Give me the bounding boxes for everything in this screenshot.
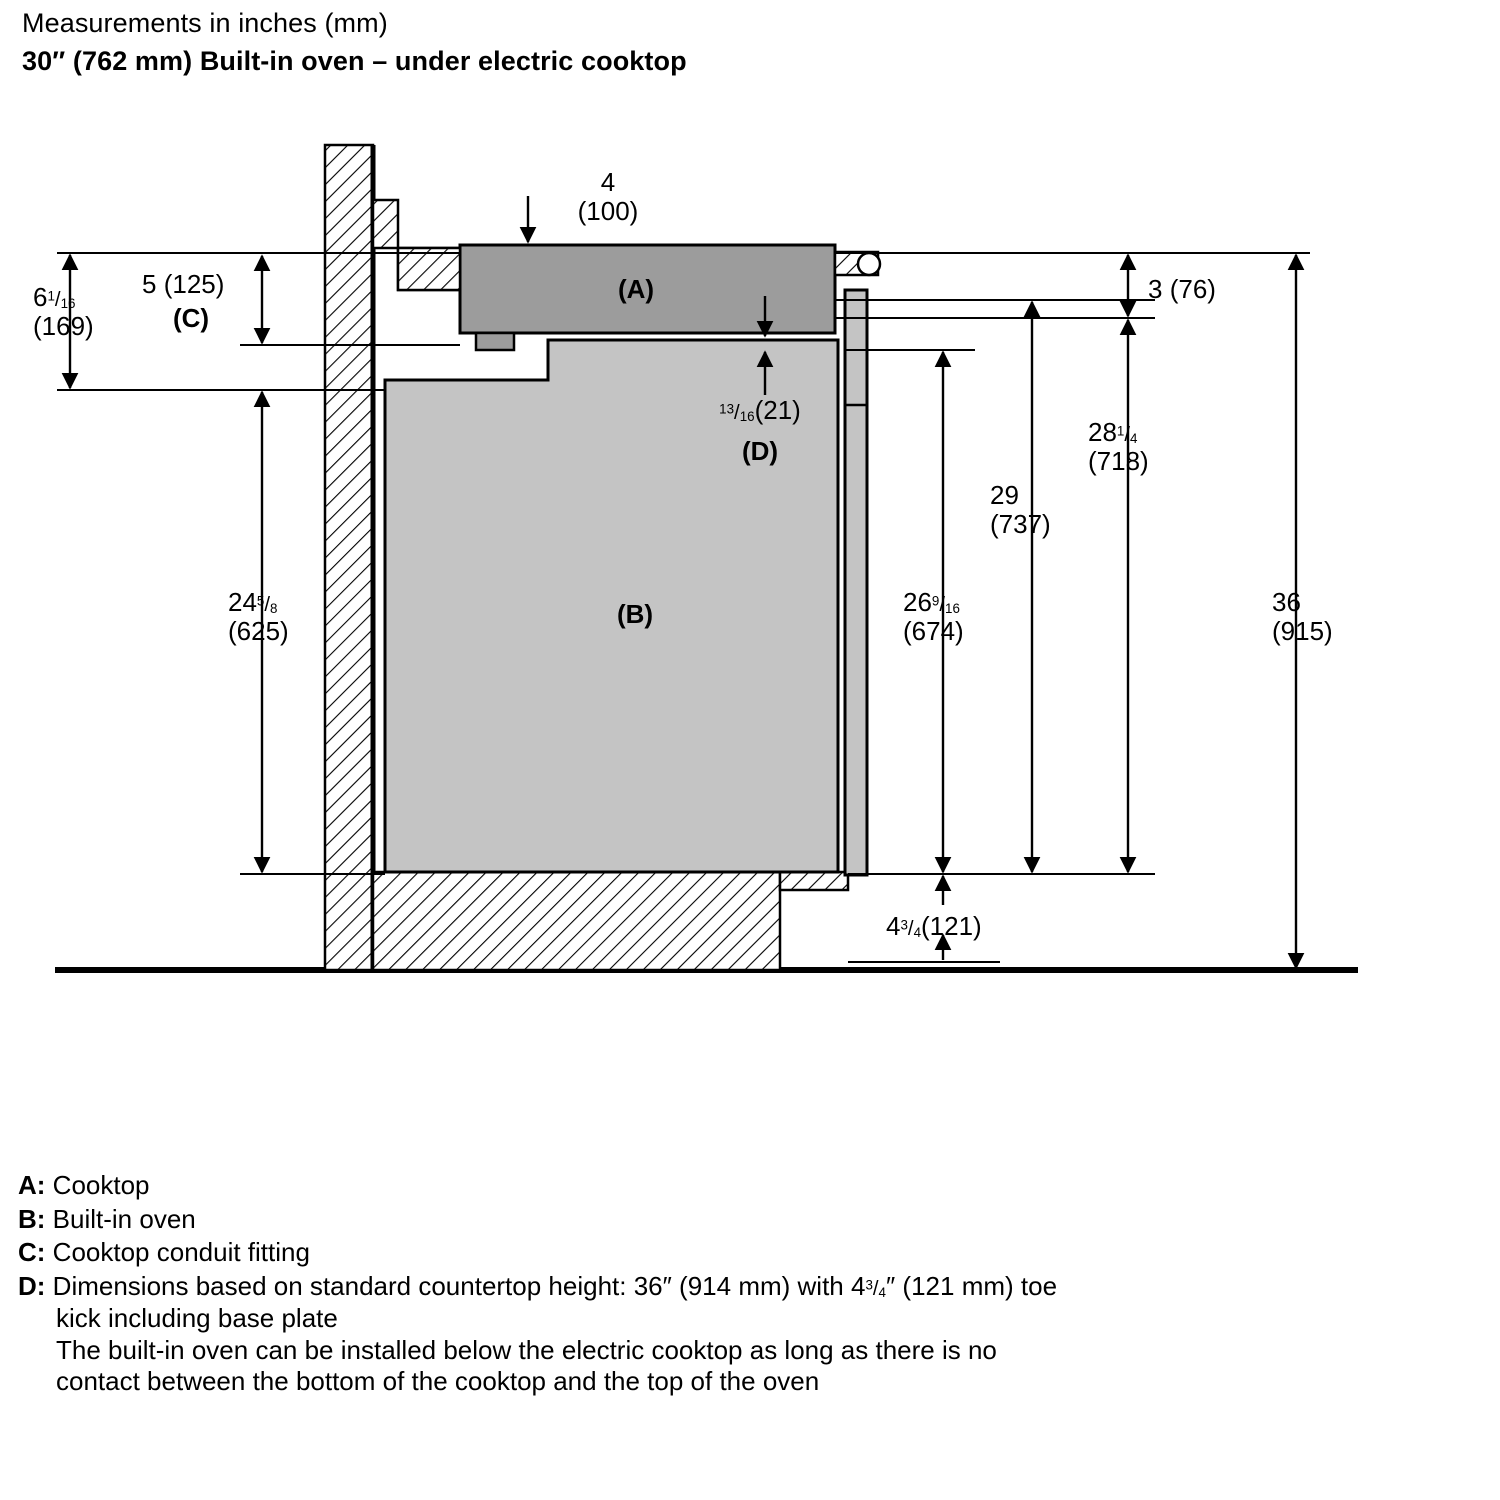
legend-text-c: Cooktop conduit fitting — [52, 1237, 310, 1268]
dim-toe-kick-label: $4^3/_4(121)$ — [886, 911, 982, 941]
legend-text-b: Built-in oven — [52, 1203, 196, 1234]
legend-key-d: D: — [18, 1271, 46, 1302]
wall-section — [325, 145, 373, 970]
legend-row-c — [18, 1237, 1478, 1269]
cooktop-foot — [476, 333, 514, 350]
legend — [18, 1170, 1478, 1400]
header-units-note: Measurements in inches (mm) — [22, 8, 388, 38]
dim-counter-height-label: 36 (915) — [1272, 587, 1333, 647]
page-title: 30″ (762 mm) Built-in oven – under electric cooktop — [22, 46, 687, 76]
legend-text-d-part2: ″ (121 mm) toe — [886, 1271, 1058, 1302]
legend-text-d-part1: Dimensions based on standard countertop height: 36″ (914 mm) with 4 — [52, 1271, 866, 1302]
legend-text-d-line3: The built-in oven can be installed below the electric cooktop as long as there is no — [56, 1334, 997, 1365]
dim-to-oven-top-label: $28^1/_4$ (718) — [1088, 417, 1149, 477]
cooktop-edge-detail — [858, 253, 880, 275]
dim-cutout-height-label: $24^5/_8$ (625) — [228, 587, 289, 647]
legend-row-b — [18, 1204, 1478, 1236]
legend-key-a: A: — [18, 1170, 46, 1200]
part-label-b: (B) — [617, 599, 654, 629]
legend-key-c: C: — [18, 1237, 46, 1268]
legend-text-d-line4: contact between the bottom of the cooktop and the top of the oven — [56, 1366, 820, 1397]
legend-key-b: B: — [18, 1203, 46, 1234]
dim-to-cooktop-bottom-label: 29 (737) — [990, 480, 1051, 540]
dim-cooktop-thickness-label: 3 (76) — [1148, 274, 1216, 304]
part-label-c: (C) — [173, 303, 210, 333]
legend-text-d-fraction: $^3/_4$ — [865, 1277, 886, 1301]
dim-oven-height-label: $26^9/_{16}$ (674) — [903, 587, 964, 647]
base-plate — [373, 872, 780, 970]
dim-conduit-height-label: $6^1/_{16}$ (169) — [33, 282, 94, 342]
part-label-d: (D) — [741, 436, 779, 466]
dim-conduit-offset-label: 5 (125) — [142, 269, 225, 299]
oven-front-panel — [845, 290, 867, 875]
legend-text-d-line2: kick including base plate — [56, 1302, 338, 1333]
part-label-a: (A) — [618, 274, 655, 304]
dim-gap-label: $^{13}/_{16}(21)$ — [719, 395, 801, 425]
legend-text-a: Cooktop — [52, 1170, 150, 1200]
legend-row-d — [18, 1271, 1478, 1398]
dim-cooktop-depth-label: 4 (100) — [577, 167, 639, 227]
legend-row-a — [18, 1170, 1478, 1202]
